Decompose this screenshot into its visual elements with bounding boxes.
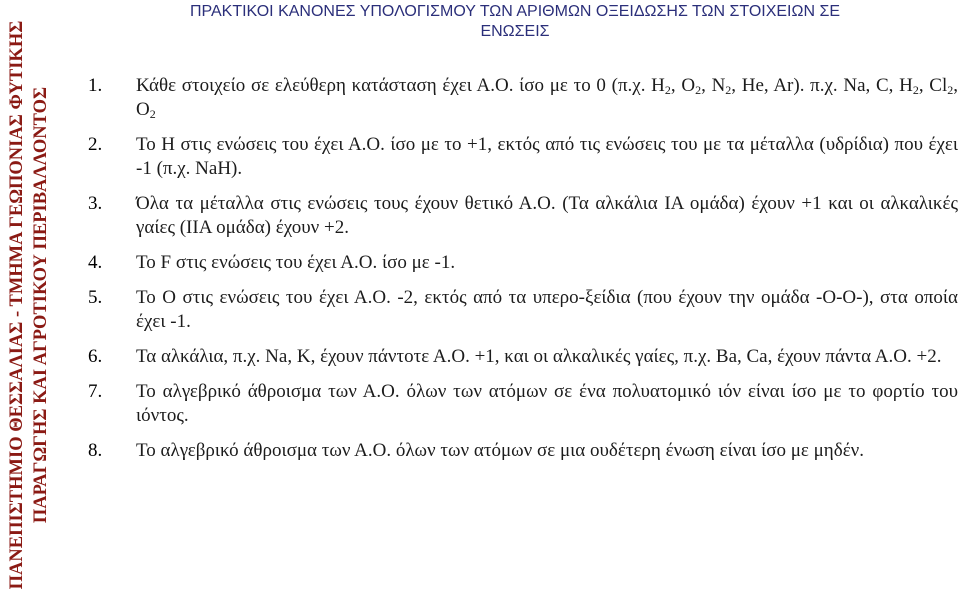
- slide-title-line2: ΕΝΩΣΕΙΣ: [480, 23, 550, 40]
- university-name-line1: ΠΑΝΕΠΙΣΤΗΜΙΟ ΘΕΣΣΑΛΙΑΣ - ΤΜΗΜΑ ΓΕΩΠΟΝΙΑΣ ΦΥΤΙΚΗΣ: [7, 20, 27, 590]
- rule-number: 3.: [88, 193, 103, 214]
- rules-list: [88, 74, 958, 474]
- rule-text: Το Ο στις ενώσεις του έχει Α.Ο. -2, εκτός από τα υπερο-ξείδια (που έχουν την ομάδα -Ο-Ο-), στα οποία έχει -1.: [136, 287, 958, 332]
- rule-number: 6.: [88, 346, 103, 367]
- rule-item: [88, 380, 958, 428]
- rule-text: Το αλγεβρικό άθροισμα των Α.Ο. όλων των ατόμων σε μια ουδέτερη ένωση είναι ίσο με μηδέν.: [136, 440, 865, 461]
- rule-text: Κάθε στοιχείο σε ελεύθερη κατάσταση έχει Α.Ο. ίσο με το 0 (π.χ. $H_2$, $O_2$, $N_2$, He, Ar). π.χ. Na, C, $H_2$, $Cl_2$, $O_2$: [136, 75, 959, 121]
- rule-text: Τα αλκάλια, π.χ. Na, K, έχουν πάντοτε Α.Ο. +1, και οι αλκαλικές γαίες, π.χ. Ba, Ca, έχουν πάντα Α.Ο. +2.: [136, 346, 942, 367]
- rule-item: [88, 133, 958, 181]
- rule-number: 5.: [88, 287, 103, 308]
- rule-text: Όλα τα μέταλλα στις ενώσεις τους έχουν θετικό Α.Ο. (Τα αλκάλια ΙΑ ομάδα) έχουν +1 και οι αλκαλικές γαίες (ΙΙΑ ομάδα) έχουν +2.: [136, 193, 958, 238]
- rule-item: [88, 439, 958, 463]
- rule-item: [88, 74, 958, 122]
- rule-number: 7.: [88, 381, 103, 402]
- university-name-line2: ΠΑΡΑΓΩΓΗΣ ΚΑΙ ΑΓΡΟΤΙΚΟΥ ΠΕΡΙΒΑΛΛΟΝΤΟΣ: [31, 86, 51, 524]
- rule-number: 2.: [88, 134, 103, 155]
- rule-item: [88, 286, 958, 334]
- rule-number: 1.: [88, 75, 103, 96]
- university-name: [5, 0, 53, 610]
- rule-text: Το αλγεβρικό άθροισμα των Α.Ο. όλων των ατόμων σε ένα πολυατομικό ιόν είναι ίσο με το φορτίο του ιόντος.: [136, 381, 958, 426]
- slide-title-line1: ΠΡΑΚΤΙΚΟΙ ΚΑΝΟΝΕΣ ΥΠΟΛΟΓΙΣΜΟΥ ΤΩΝ ΑΡΙΘΜΩΝ ΟΞΕΙΔΩΣΗΣ ΤΩΝ ΣΤΟΙΧΕΙΩΝ ΣΕ: [189, 3, 841, 20]
- rule-text: Το Η στις ενώσεις του έχει Α.Ο. ίσο με το +1, εκτός από τις ενώσεις του με τα μέταλλα (υδρίδια) που έχει -1 (π.χ. NaH).: [136, 134, 958, 179]
- rule-item: [88, 192, 958, 240]
- rule-number: 4.: [88, 252, 103, 273]
- rule-item: [88, 345, 958, 369]
- rule-text: Το F στις ενώσεις του έχει Α.Ο. ίσο με -1.: [136, 252, 456, 273]
- slide-title: [80, 2, 950, 42]
- university-sidebar: [0, 0, 58, 610]
- rule-number: 8.: [88, 440, 103, 461]
- rule-item: [88, 251, 958, 275]
